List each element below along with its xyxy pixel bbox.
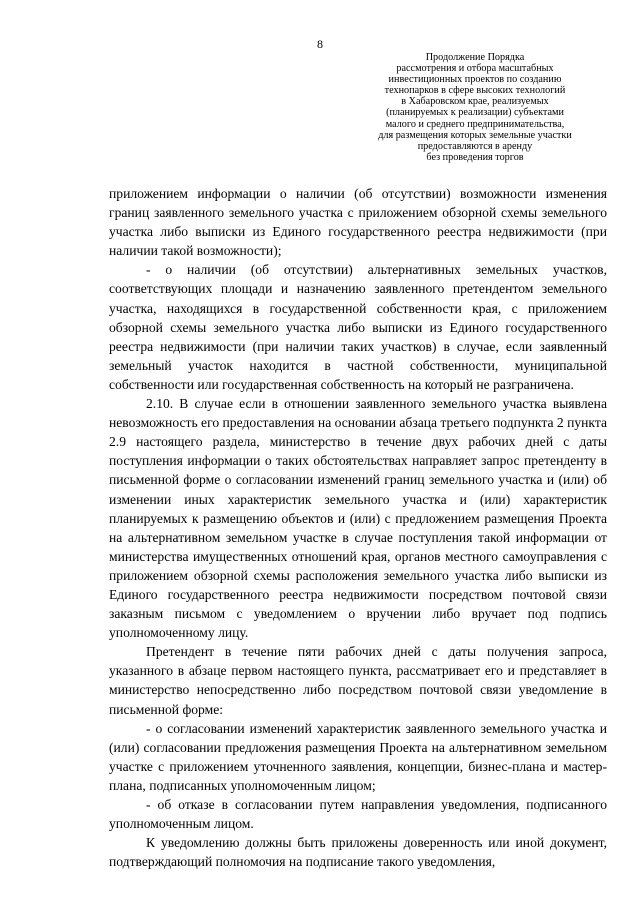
- document-body: [109, 184, 607, 871]
- document-header: [355, 52, 595, 163]
- header-line: (планируемых к реализации) субъектами: [386, 107, 564, 119]
- header-line: в Хабаровском крае, реализуемых: [401, 96, 549, 108]
- paragraph-2-10: 2.10. В случае если в отношении заявленного земельного участка выявлена невозможность его предоставления на основании абзаца третьего подпункта 2 пункта 2.9 настоящего раздела, министерство в течение двух рабочих дней с даты поступления информации о таких обстоятельствах направляет запрос претенденту в письменной форме о согласовании изменений границ земельного участка и (или) об изменении иных характеристик земельного участка и (или) характеристик планируемых к размещению объектов и (или) с предложением размещения Проекта на альтернативном земельном участке в случае поступления такой информации от министерства имущественных отношений края, органов местного самоуправления с приложением обзорной схемы расположения земельного участка либо выписки из Единого государственного реестра недвижимости посредством почтовой связи заказным письмом с уведомлением о вручении либо вручает под подпись уполномоченному лицу.: [109, 396, 607, 641]
- paragraph-continuation: приложением информации о наличии (об отсутствии) возможности изменения границ заявленного земельного участка с приложением обзорной схемы земельного участка либо выписки из Единого государственного реестра недвижимости (при наличии такой возможности);: [109, 186, 607, 259]
- header-line: технопарков в сфере высоких технологий: [384, 85, 566, 97]
- header-line: для размещения которых земельные участки: [378, 129, 572, 141]
- header-line: Продолжение Порядка: [425, 52, 525, 63]
- header-line: предоставляются в аренду: [417, 140, 533, 152]
- header-line: инвестиционных проектов по созданию: [388, 74, 562, 86]
- header-line: малого и среднего предпринимательства,: [385, 118, 565, 130]
- header-line: рассмотрения и отбора масштабных: [396, 63, 554, 75]
- paragraph-approval-option: - о согласовании изменений характеристик заявленного земельного участка и (или) согласовании предложения размещения Проекта на альтернативном земельном участке с приложением уточненного заявления, концепции, бизнес-плана и мастер-плана, подписанных уполномоченным лицом;: [109, 720, 607, 793]
- paragraph-refusal-option: - об отказе в согласовании путем направления уведомления, подписанного уполномоченным лицом.: [109, 797, 607, 832]
- paragraph-applicant-response: Претендент в течение пяти рабочих дней с даты получения запроса, указанного в абзаце первом настоящего пункта, рассматривает его и представляет в министерство непосредственно либо посредством почтовой связи уведомление в письменной форме:: [109, 644, 607, 717]
- paragraph-alternative-plots: - о наличии (об отсутствии) альтернативных земельных участков, соответствующих площади и назначению заявленного претендентом земельного участка, находящихся в государственной собственности края, с приложением обзорной схемы земельного участка либо выписки из Единого государственного реестра недвижимости (при наличии таких участков) в случае, если заявленный земельный участок находится в частной собственности, муниципальной собственности или государственная собственность на который не разграничена.: [109, 262, 607, 392]
- paragraph-attachments: К уведомлению должны быть приложены доверенность или иной документ, подтверждающий полномочия на подписание такого уведомления,: [109, 835, 607, 870]
- header-line: без проведения торгов: [426, 151, 524, 163]
- page-number: 8: [317, 37, 323, 51]
